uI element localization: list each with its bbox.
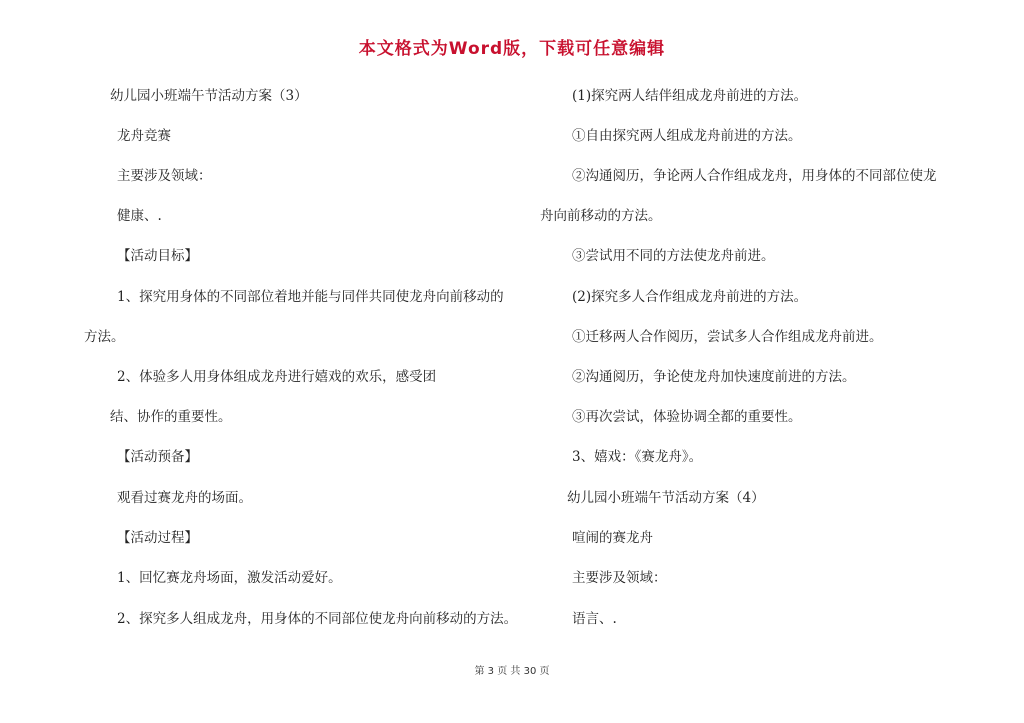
paragraph-line: 3、嬉戏：《赛龙舟》。 (572, 449, 703, 465)
paragraph-line: 方法。 (84, 329, 125, 345)
paragraph-line: ②沟通阅历，争论使龙舟加快速度前进的方法。 (572, 369, 856, 385)
activity-name: 龙舟竞赛 (117, 128, 171, 144)
paragraph-line: 2、体验多人用身体组成龙舟进行嬉戏的欢乐，感受团 (117, 369, 437, 385)
heading-goals: 【活动目标】 (117, 248, 198, 264)
domain-label: 主要涉及领域： (117, 168, 212, 184)
domain-value: 语言、. (572, 611, 617, 627)
paragraph-line: ③再次尝试，体验协调全都的重要性。 (572, 409, 802, 425)
paragraph-line: 结、协作的重要性。 (110, 409, 232, 425)
heading-preparation: 【活动预备】 (117, 449, 198, 465)
paragraph-line: ③尝试用不同的方法使龙舟前进。 (572, 248, 775, 264)
section-title: 幼儿园小班端午节活动方案（3） (110, 88, 308, 104)
paragraph-line: ①迁移两人合作阅历，尝试多人合作组成龙舟前进。 (572, 329, 883, 345)
section-title: 幼儿园小班端午节活动方案（4） (567, 490, 765, 506)
paragraph-line: ②沟通阅历，争论两人合作组成龙舟，用身体的不同部位使龙 (572, 168, 937, 184)
domain-value: 健康、. (117, 208, 162, 224)
paragraph-line: 1、回忆赛龙舟场面，激发活动爱好。 (117, 570, 342, 586)
document-banner: 本文格式为Word版，下载可任意编辑 (358, 39, 666, 59)
paragraph-line: ①自由探究两人组成龙舟前进的方法。 (572, 128, 802, 144)
domain-label: 主要涉及领域： (572, 570, 667, 586)
paragraph-line: (2)探究多人合作组成龙舟前进的方法。 (572, 289, 808, 305)
heading-process: 【活动过程】 (117, 530, 198, 546)
activity-name: 喧闹的赛龙舟 (572, 530, 653, 546)
paragraph-line: 2、探究多人组成龙舟，用身体的不同部位使龙舟向前移动的方法。 (117, 611, 518, 627)
paragraph-line: 舟向前移动的方法。 (540, 208, 662, 224)
page-number: 第 3 页 共 30 页 (474, 666, 550, 677)
paragraph-line: 1、探究用身体的不同部位着地并能与同伴共同使龙舟向前移动的 (117, 289, 504, 305)
paragraph-line: (1)探究两人结伴组成龙舟前进的方法。 (572, 88, 808, 104)
paragraph-line: 观看过赛龙舟的场面。 (117, 490, 252, 506)
